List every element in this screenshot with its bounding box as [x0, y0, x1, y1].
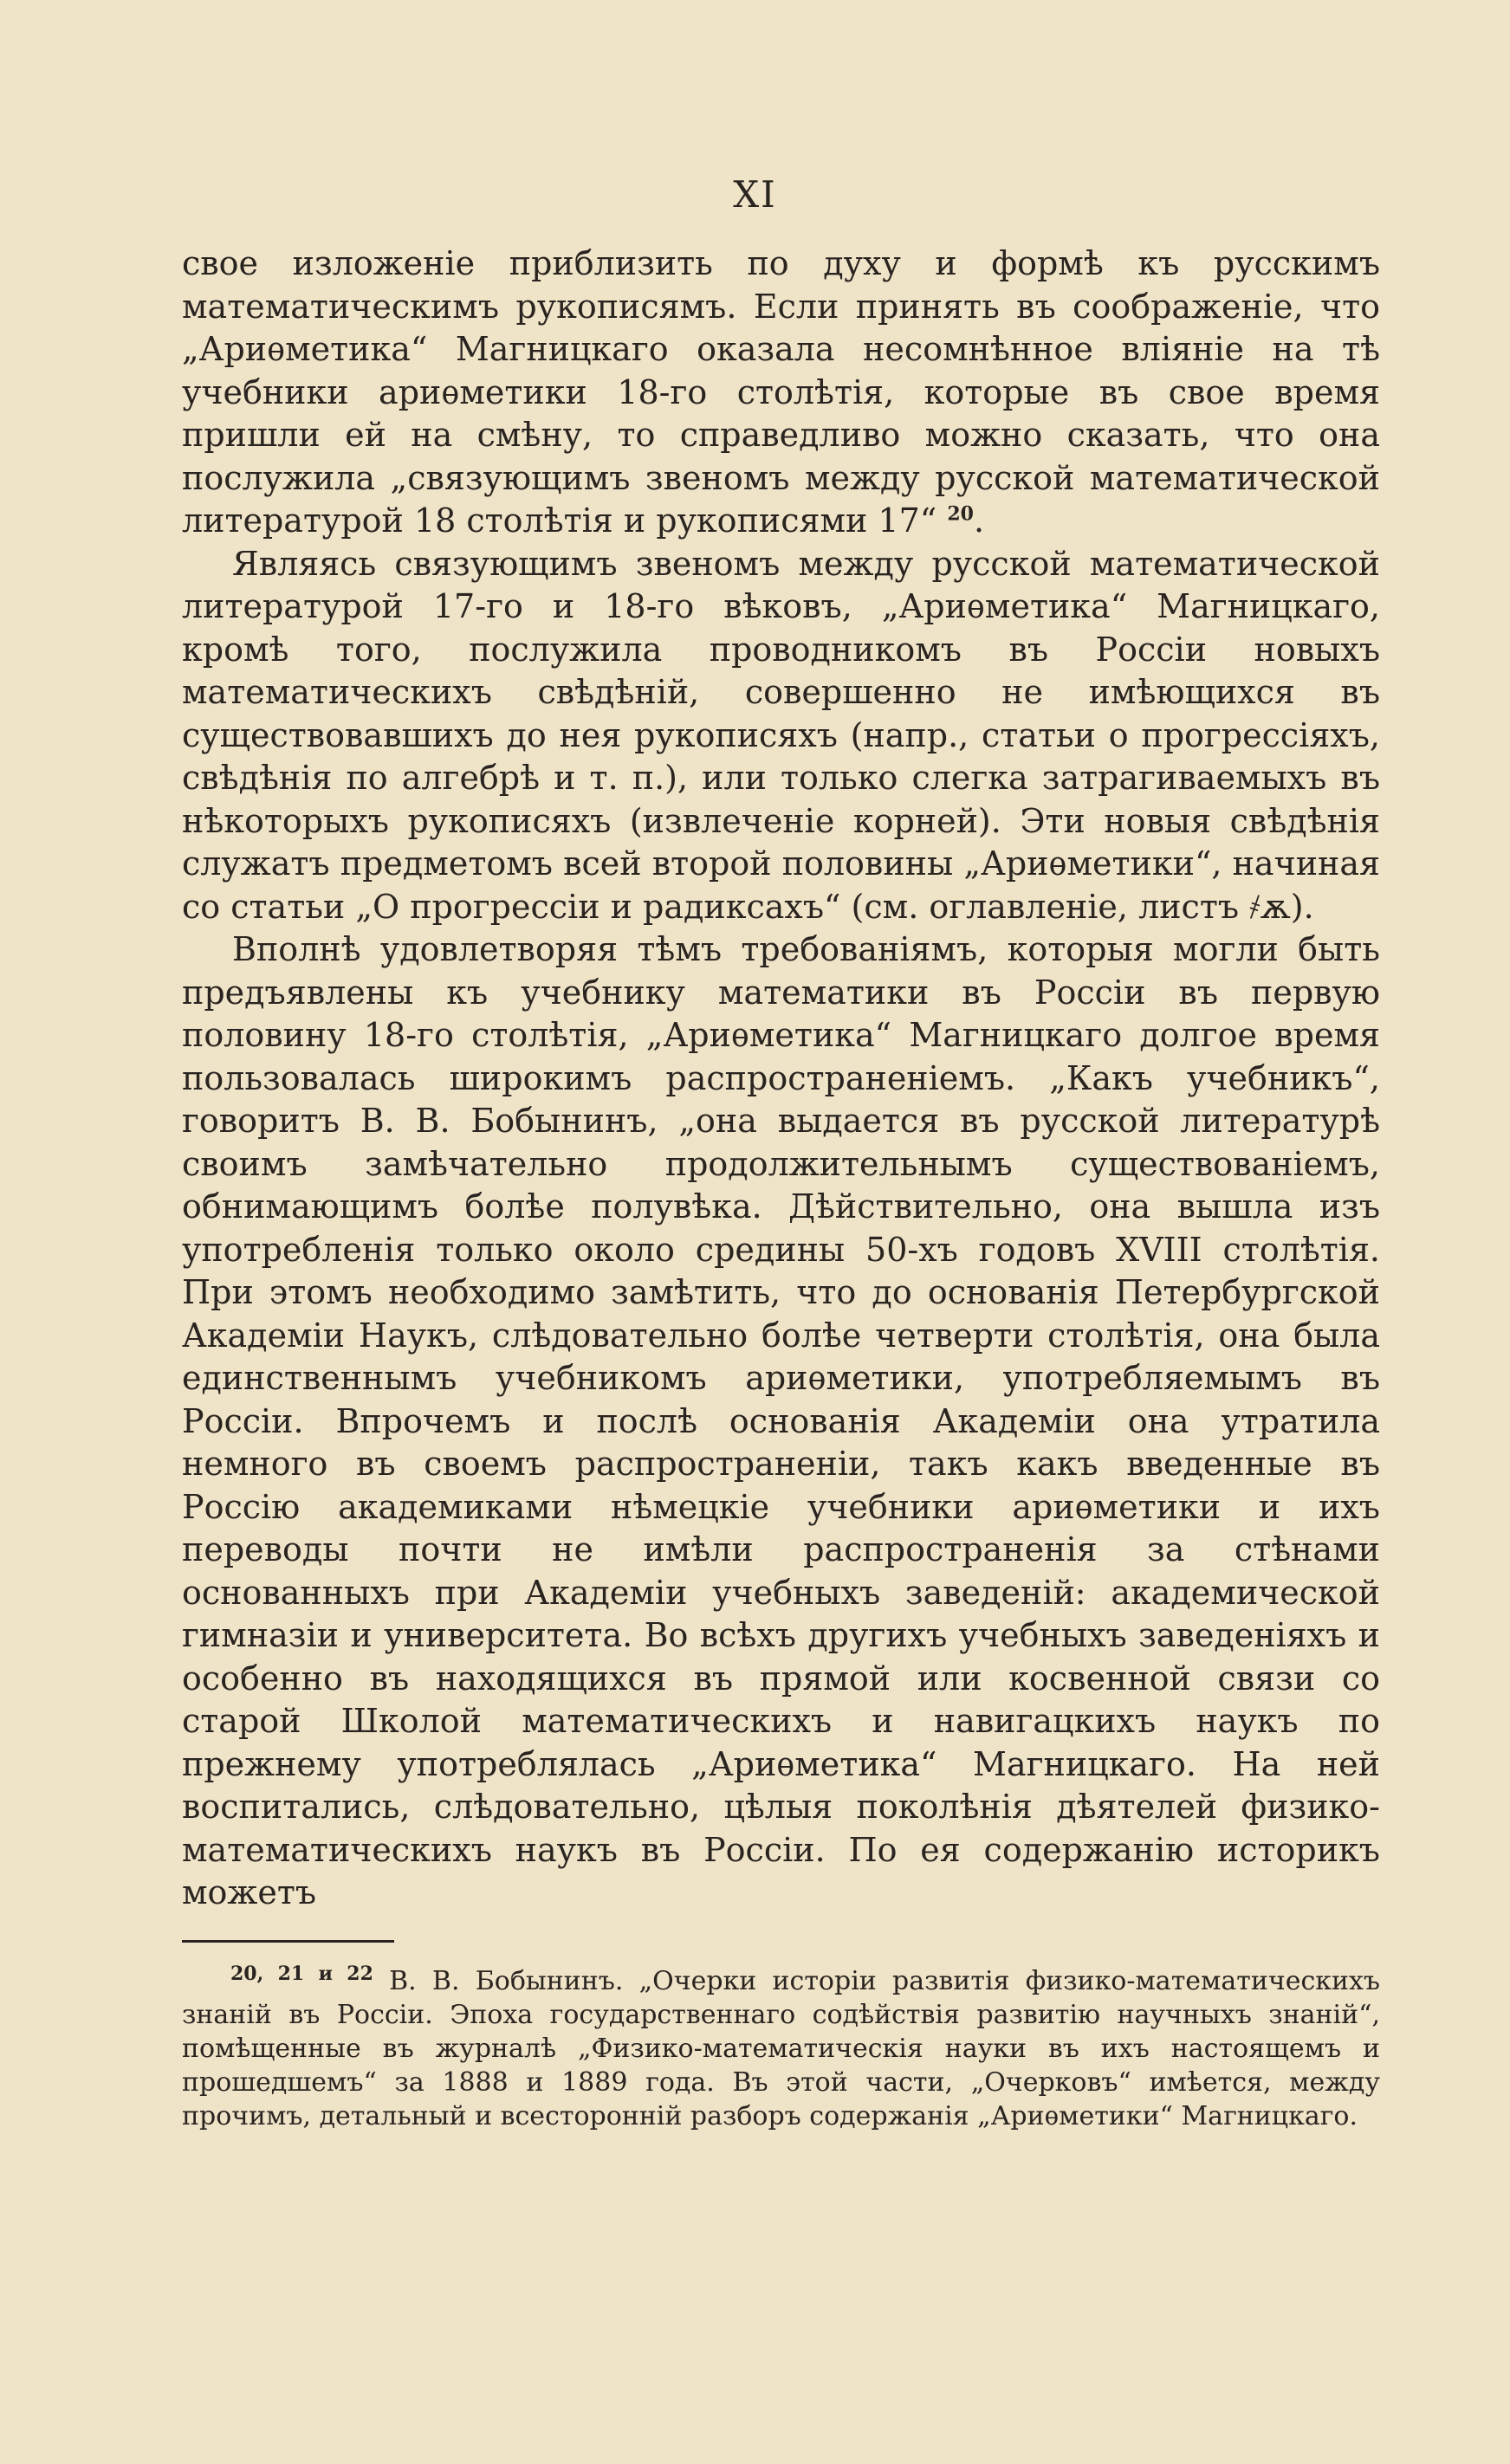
- footnote-reference: 20: [947, 502, 974, 526]
- paragraph-3: Вполнѣ удовлетворяя тѣмъ требованіямъ, которыя могли быть предъявлены къ учебнику математики въ Россіи въ первую половину 18-го столѣтія, „Ариѳметика“ Магницкаго долгое время пользовалась широкимъ распространеніемъ. „Какъ учебникъ“, говоритъ В. В. Бобынинъ, „она выдается въ русской литературѣ своимъ замѣчательно продолжительнымъ существованіемъ, обнимающимъ болѣе полувѣка. Дѣйствительно, она вышла изъ употребленія только около средины 50-хъ годовъ XVIII столѣтія. При этомъ необходимо замѣтить, что до основанія Петербургской Академіи Наукъ, слѣдовательно болѣе четверти столѣтія, она была единственнымъ учебникомъ ариѳметики, употребляемымъ въ Россіи. Впрочемъ и послѣ основанія Академіи она утратила немного въ своемъ распространеніи, такъ какъ введенные въ Россію академиками нѣмецкіе учебники ариѳметики и ихъ переводы почти не имѣли распространенія за стѣнами основанныхъ при Академіи учебныхъ заведеній: академической гимназіи и университета. Во всѣхъ другихъ учебныхъ заведеніяхъ и особенно въ находящихся въ прямой или косвенной связи со старой Школой математическихъ и навигацкихъ наукъ по прежнему употреблялась „Ариѳметика“ Магницкаго. На ней воспитались, слѣдовательно, цѣлыя поколѣнія дѣятелей физико-математическихъ наукъ въ Россіи. По ея содержанію историкъ можетъ: [182, 930, 1380, 1911]
- footnote-marks: 20, 21 и 22: [230, 1963, 373, 1985]
- footnote-divider: [182, 1940, 394, 1943]
- paragraph-1-tail: .: [973, 501, 985, 540]
- page-number: XI: [733, 173, 777, 216]
- main-text: [182, 243, 1380, 1915]
- footnote: [182, 1964, 1380, 2133]
- paragraph-1: [182, 243, 1380, 543]
- paragraph-1-text: свое изложеніе приблизить по духу и формѣ къ русскимъ математическимъ рукописямъ. Если принять въ соображеніе, что „Ариѳметика“ Магницкаго оказала несомнѣнное вліяніе на тѣ учебники ариѳметики 18-го столѣтія, которые въ свое время пришли ей на смѣну, то справедливо можно сказать, что она послужила „связующимъ звеномъ между русской математической литературой 18 столѣтія и рукописями 17“: [182, 244, 1380, 540]
- footnote-text: В. В. Бобынинъ. „Очерки исторіи развитія физико-математическихъ знаній въ Россіи. Эпоха государственнаго содѣйствія развитію научныхъ знаній“, помѣщенные въ журналѣ „Физико-математическія науки въ ихъ настоящемъ и прошедшемъ“ за 1888 и 1889 года. Въ этой части, „Очерковъ“ имѣется, между прочимъ, детальный и всесторонній разборъ содержанія „Ариѳметики“ Магницкаго.: [182, 1966, 1380, 2131]
- paragraph-2: Являясь связующимъ звеномъ между русской математической литературой 17-го и 18-го вѣковъ, „Ариѳметика“ Магницкаго, кромѣ того, послужила проводникомъ въ Россіи новыхъ математическихъ свѣдѣній, совершенно не имѣющихся въ существовавшихъ до нея рукописяхъ (напр., статьи о прогрессіяхъ, свѣдѣнія по алгебрѣ и т. п.), или только слегка затрагиваемыхъ въ нѣкоторыхъ рукописяхъ (извлеченіе корней). Эти новыя свѣдѣнія служатъ предметомъ всей второй половины „Ариѳметики“, начиная со статьи „О прогрессіи и радиксахъ“ (см. оглавленіе, листъ ҂ѫ).: [182, 544, 1380, 926]
